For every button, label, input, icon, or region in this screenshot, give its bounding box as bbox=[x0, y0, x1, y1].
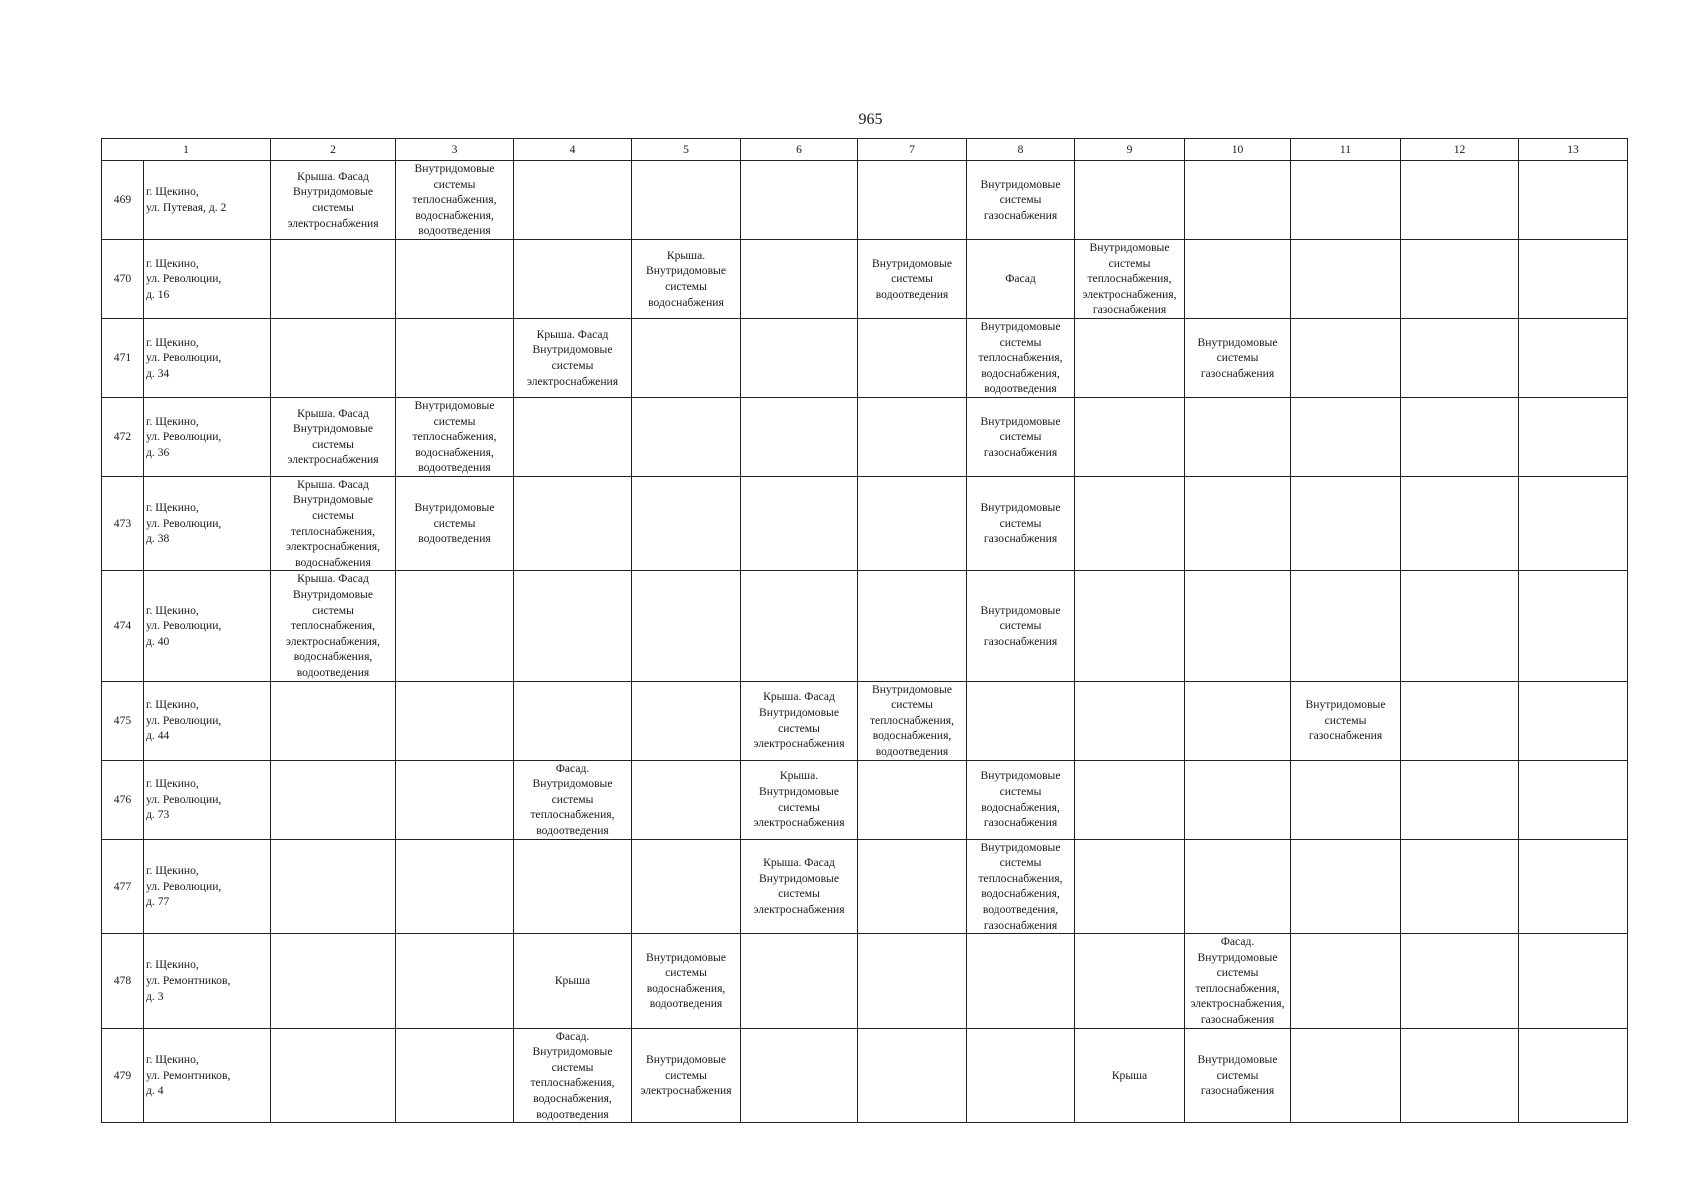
work-cell-col-4: Крыша bbox=[514, 934, 632, 1029]
work-cell-col-3 bbox=[396, 318, 514, 397]
work-cell-col-13 bbox=[1519, 318, 1628, 397]
work-cell-col-11 bbox=[1291, 760, 1401, 839]
work-cell-col-10 bbox=[1185, 476, 1291, 571]
table-row bbox=[102, 571, 1628, 681]
work-cell-col-7 bbox=[858, 760, 967, 839]
row-number: 471 bbox=[102, 318, 144, 397]
work-cell-col-13 bbox=[1519, 239, 1628, 318]
work-cell-col-7 bbox=[858, 161, 967, 240]
work-cell-col-5 bbox=[632, 839, 741, 934]
address-cell: г. Щекино, ул. Революции, д. 77 bbox=[144, 839, 271, 934]
column-header-6: 6 bbox=[741, 139, 858, 161]
work-cell-col-11: Внутридомовые системы газоснабжения bbox=[1291, 681, 1401, 760]
work-cell-col-13 bbox=[1519, 476, 1628, 571]
work-cell-col-12 bbox=[1401, 839, 1519, 934]
work-cell-col-7 bbox=[858, 839, 967, 934]
table-row bbox=[102, 318, 1628, 397]
repair-schedule-table bbox=[101, 138, 1628, 1123]
column-header-11: 11 bbox=[1291, 139, 1401, 161]
work-cell-col-7: Внутридомовые системы водоотведения bbox=[858, 239, 967, 318]
work-cell-col-2: Крыша. Фасад Внутридомовые системы теплоснабжения, электроснабжения, водоснабжения bbox=[271, 476, 396, 571]
work-cell-col-3: Внутридомовые системы водоотведения bbox=[396, 476, 514, 571]
work-cell-col-10 bbox=[1185, 239, 1291, 318]
work-cell-col-2 bbox=[271, 681, 396, 760]
row-number: 473 bbox=[102, 476, 144, 571]
work-cell-col-10: Фасад. Внутридомовые системы теплоснабжения, электроснабжения, газоснабжения bbox=[1185, 934, 1291, 1029]
column-header-2: 2 bbox=[271, 139, 396, 161]
work-cell-col-10: Внутридомовые системы газоснабжения bbox=[1185, 1028, 1291, 1123]
work-cell-col-5 bbox=[632, 318, 741, 397]
work-cell-col-8: Фасад bbox=[967, 239, 1075, 318]
work-cell-col-5 bbox=[632, 681, 741, 760]
work-cell-col-10 bbox=[1185, 839, 1291, 934]
work-cell-col-4 bbox=[514, 397, 632, 476]
work-cell-col-7 bbox=[858, 571, 967, 681]
work-cell-col-8: Внутридомовые системы теплоснабжения, водоснабжения, водоотведения bbox=[967, 318, 1075, 397]
work-cell-col-6 bbox=[741, 476, 858, 571]
work-cell-col-6 bbox=[741, 161, 858, 240]
column-header-3: 3 bbox=[396, 139, 514, 161]
row-number: 476 bbox=[102, 760, 144, 839]
work-cell-col-4 bbox=[514, 476, 632, 571]
work-cell-col-12 bbox=[1401, 681, 1519, 760]
work-cell-col-13 bbox=[1519, 571, 1628, 681]
work-cell-col-13 bbox=[1519, 934, 1628, 1029]
work-cell-col-2 bbox=[271, 318, 396, 397]
work-cell-col-12 bbox=[1401, 476, 1519, 571]
work-cell-col-13 bbox=[1519, 681, 1628, 760]
work-cell-col-6 bbox=[741, 1028, 858, 1123]
work-cell-col-5 bbox=[632, 760, 741, 839]
work-cell-col-2 bbox=[271, 934, 396, 1029]
work-cell-col-8: Внутридомовые системы газоснабжения bbox=[967, 476, 1075, 571]
work-cell-col-12 bbox=[1401, 318, 1519, 397]
work-cell-col-8 bbox=[967, 1028, 1075, 1123]
work-cell-col-3 bbox=[396, 239, 514, 318]
work-cell-col-9 bbox=[1075, 571, 1185, 681]
work-cell-col-11 bbox=[1291, 476, 1401, 571]
work-cell-col-7 bbox=[858, 1028, 967, 1123]
work-cell-col-7: Внутридомовые системы теплоснабжения, водоснабжения, водоотведения bbox=[858, 681, 967, 760]
work-cell-col-6: Крыша. Фасад Внутридомовые системы электроснабжения bbox=[741, 681, 858, 760]
column-header-13: 13 bbox=[1519, 139, 1628, 161]
work-cell-col-6 bbox=[741, 397, 858, 476]
work-cell-col-11 bbox=[1291, 1028, 1401, 1123]
work-cell-col-6 bbox=[741, 239, 858, 318]
work-cell-col-3 bbox=[396, 571, 514, 681]
work-cell-col-4 bbox=[514, 239, 632, 318]
work-cell-col-9 bbox=[1075, 760, 1185, 839]
table-row bbox=[102, 760, 1628, 839]
column-header-8: 8 bbox=[967, 139, 1075, 161]
address-cell: г. Щекино, ул. Путевая, д. 2 bbox=[144, 161, 271, 240]
work-cell-col-11 bbox=[1291, 397, 1401, 476]
table-row bbox=[102, 839, 1628, 934]
table-row bbox=[102, 161, 1628, 240]
work-cell-col-10 bbox=[1185, 571, 1291, 681]
work-cell-col-10 bbox=[1185, 760, 1291, 839]
work-cell-col-8: Внутридомовые системы газоснабжения bbox=[967, 571, 1075, 681]
work-cell-col-5 bbox=[632, 161, 741, 240]
work-cell-col-13 bbox=[1519, 839, 1628, 934]
work-cell-col-5 bbox=[632, 476, 741, 571]
column-header-12: 12 bbox=[1401, 139, 1519, 161]
work-cell-col-11 bbox=[1291, 239, 1401, 318]
work-cell-col-12 bbox=[1401, 397, 1519, 476]
work-cell-col-9 bbox=[1075, 161, 1185, 240]
work-cell-col-6 bbox=[741, 318, 858, 397]
row-number: 472 bbox=[102, 397, 144, 476]
work-cell-col-5: Крыша. Внутридомовые системы водоснабжения bbox=[632, 239, 741, 318]
table-row bbox=[102, 239, 1628, 318]
work-cell-col-4 bbox=[514, 839, 632, 934]
work-cell-col-4 bbox=[514, 571, 632, 681]
work-cell-col-12 bbox=[1401, 1028, 1519, 1123]
work-cell-col-12 bbox=[1401, 161, 1519, 240]
column-header-1: 1 bbox=[102, 139, 271, 161]
row-number: 469 bbox=[102, 161, 144, 240]
work-cell-col-6: Крыша. Внутридомовые системы электроснабжения bbox=[741, 760, 858, 839]
work-cell-col-12 bbox=[1401, 760, 1519, 839]
work-cell-col-13 bbox=[1519, 161, 1628, 240]
work-cell-col-10 bbox=[1185, 397, 1291, 476]
work-cell-col-6 bbox=[741, 934, 858, 1029]
address-cell: г. Щекино, ул. Революции, д. 73 bbox=[144, 760, 271, 839]
work-cell-col-10 bbox=[1185, 681, 1291, 760]
work-cell-col-3 bbox=[396, 681, 514, 760]
work-cell-col-13 bbox=[1519, 760, 1628, 839]
column-header-5: 5 bbox=[632, 139, 741, 161]
work-cell-col-9 bbox=[1075, 476, 1185, 571]
address-cell: г. Щекино, ул. Революции, д. 16 bbox=[144, 239, 271, 318]
work-cell-col-8: Внутридомовые системы газоснабжения bbox=[967, 397, 1075, 476]
work-cell-col-9: Крыша bbox=[1075, 1028, 1185, 1123]
work-cell-col-5: Внутридомовые системы водоснабжения, водоотведения bbox=[632, 934, 741, 1029]
column-header-9: 9 bbox=[1075, 139, 1185, 161]
work-cell-col-12 bbox=[1401, 934, 1519, 1029]
work-cell-col-3: Внутридомовые системы теплоснабжения, водоснабжения, водоотведения bbox=[396, 161, 514, 240]
work-cell-col-2: Крыша. Фасад Внутридомовые системы теплоснабжения, электроснабжения, водоснабжения, водоотведения bbox=[271, 571, 396, 681]
work-cell-col-11 bbox=[1291, 161, 1401, 240]
work-cell-col-9 bbox=[1075, 839, 1185, 934]
row-number: 475 bbox=[102, 681, 144, 760]
table-body bbox=[102, 161, 1628, 1123]
work-cell-col-12 bbox=[1401, 239, 1519, 318]
address-cell: г. Щекино, ул. Революции, д. 44 bbox=[144, 681, 271, 760]
work-cell-col-3 bbox=[396, 760, 514, 839]
work-cell-col-9 bbox=[1075, 681, 1185, 760]
row-number: 470 bbox=[102, 239, 144, 318]
work-cell-col-3: Внутридомовые системы теплоснабжения, водоснабжения, водоотведения bbox=[396, 397, 514, 476]
work-cell-col-2 bbox=[271, 239, 396, 318]
work-cell-col-3 bbox=[396, 1028, 514, 1123]
work-cell-col-9: Внутридомовые системы теплоснабжения, электроснабжения, газоснабжения bbox=[1075, 239, 1185, 318]
work-cell-col-5: Внутридомовые системы электроснабжения bbox=[632, 1028, 741, 1123]
row-number: 479 bbox=[102, 1028, 144, 1123]
work-cell-col-6 bbox=[741, 571, 858, 681]
work-cell-col-9 bbox=[1075, 397, 1185, 476]
address-cell: г. Щекино, ул. Революции, д. 38 bbox=[144, 476, 271, 571]
work-cell-col-6: Крыша. Фасад Внутридомовые системы электроснабжения bbox=[741, 839, 858, 934]
work-cell-col-13 bbox=[1519, 397, 1628, 476]
table-row bbox=[102, 934, 1628, 1029]
work-cell-col-8: Внутридомовые системы теплоснабжения, водоснабжения, водоотведения, газоснабжения bbox=[967, 839, 1075, 934]
table-row bbox=[102, 476, 1628, 571]
work-cell-col-2: Крыша. Фасад Внутридомовые системы электроснабжения bbox=[271, 161, 396, 240]
work-cell-col-9 bbox=[1075, 318, 1185, 397]
work-cell-col-7 bbox=[858, 476, 967, 571]
page-number: 965 bbox=[858, 111, 883, 128]
work-cell-col-11 bbox=[1291, 839, 1401, 934]
work-cell-col-10: Внутридомовые системы газоснабжения bbox=[1185, 318, 1291, 397]
address-cell: г. Щекино, ул. Ремонтников, д. 3 bbox=[144, 934, 271, 1029]
address-cell: г. Щекино, ул. Ремонтников, д. 4 bbox=[144, 1028, 271, 1123]
work-cell-col-11 bbox=[1291, 318, 1401, 397]
work-cell-col-4: Фасад. Внутридомовые системы теплоснабжения, водоснабжения, водоотведения bbox=[514, 1028, 632, 1123]
table-row bbox=[102, 397, 1628, 476]
column-header-10: 10 bbox=[1185, 139, 1291, 161]
row-number: 478 bbox=[102, 934, 144, 1029]
work-cell-col-7 bbox=[858, 318, 967, 397]
work-cell-col-2: Крыша. Фасад Внутридомовые системы электроснабжения bbox=[271, 397, 396, 476]
work-cell-col-3 bbox=[396, 839, 514, 934]
work-cell-col-4 bbox=[514, 681, 632, 760]
work-cell-col-8: Внутридомовые системы газоснабжения bbox=[967, 161, 1075, 240]
work-cell-col-11 bbox=[1291, 934, 1401, 1029]
work-cell-col-8 bbox=[967, 681, 1075, 760]
work-cell-col-9 bbox=[1075, 934, 1185, 1029]
table-row bbox=[102, 1028, 1628, 1123]
table-row bbox=[102, 681, 1628, 760]
work-cell-col-2 bbox=[271, 1028, 396, 1123]
table-header bbox=[102, 139, 1628, 161]
work-cell-col-5 bbox=[632, 397, 741, 476]
work-cell-col-11 bbox=[1291, 571, 1401, 681]
work-cell-col-8 bbox=[967, 934, 1075, 1029]
work-cell-col-5 bbox=[632, 571, 741, 681]
work-cell-col-2 bbox=[271, 760, 396, 839]
address-cell: г. Щекино, ул. Революции, д. 36 bbox=[144, 397, 271, 476]
work-cell-col-10 bbox=[1185, 161, 1291, 240]
work-cell-col-7 bbox=[858, 397, 967, 476]
work-cell-col-4: Фасад. Внутридомовые системы теплоснабжения, водоотведения bbox=[514, 760, 632, 839]
work-cell-col-8: Внутридомовые системы водоснабжения, газоснабжения bbox=[967, 760, 1075, 839]
column-header-4: 4 bbox=[514, 139, 632, 161]
work-cell-col-2 bbox=[271, 839, 396, 934]
work-cell-col-4 bbox=[514, 161, 632, 240]
work-cell-col-7 bbox=[858, 934, 967, 1029]
address-cell: г. Щекино, ул. Революции, д. 40 bbox=[144, 571, 271, 681]
work-cell-col-4: Крыша. Фасад Внутридомовые системы электроснабжения bbox=[514, 318, 632, 397]
address-cell: г. Щекино, ул. Революции, д. 34 bbox=[144, 318, 271, 397]
work-cell-col-13 bbox=[1519, 1028, 1628, 1123]
column-header-7: 7 bbox=[858, 139, 967, 161]
row-number: 474 bbox=[102, 571, 144, 681]
work-cell-col-3 bbox=[396, 934, 514, 1029]
header-row bbox=[102, 139, 1628, 161]
work-cell-col-12 bbox=[1401, 571, 1519, 681]
row-number: 477 bbox=[102, 839, 144, 934]
